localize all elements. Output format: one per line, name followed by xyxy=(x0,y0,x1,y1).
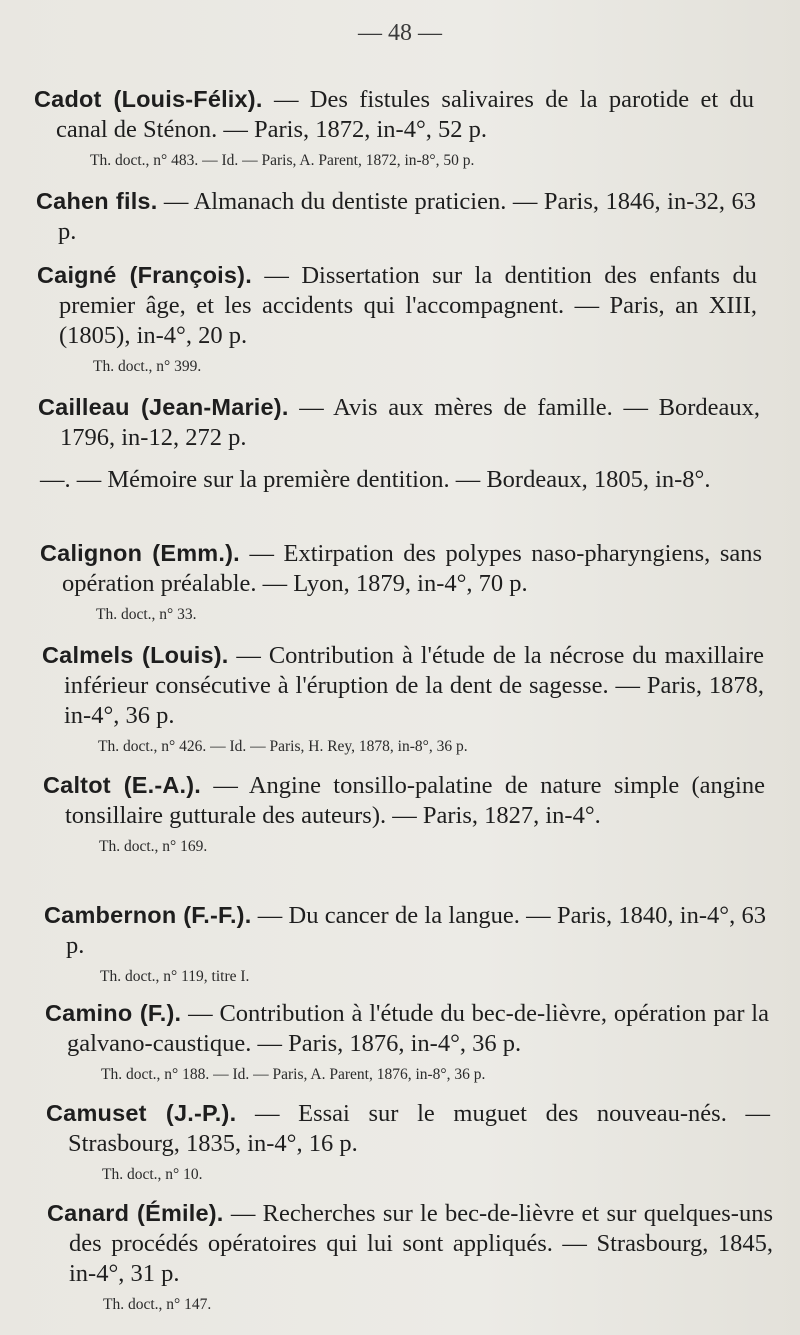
entry-author: Caltot (E.-A.). xyxy=(43,772,202,798)
bibliography-entry xyxy=(38,392,760,453)
bibliography-entry xyxy=(47,1198,773,1315)
entry-author: Caigné (François). xyxy=(37,262,252,288)
entry-author: Cahen fils. xyxy=(36,188,158,214)
bibliography-entry xyxy=(40,464,760,495)
entry-author: Calignon (Emm.). xyxy=(40,540,240,566)
entry-text: — Almanach du dentiste praticien. — Paris, 1846, in-32, 63 p. xyxy=(58,188,756,245)
entry-text: — Des fistules salivaires de la parotide et du canal de Sténon. — Paris, 1872, in-4°, 52 p. xyxy=(56,86,755,143)
entry-note: Th. doct., n° 188. — Id. — Paris, A. Parent, 1876, in-8°, 36 p. xyxy=(101,1066,486,1083)
bibliography-entry xyxy=(44,900,766,987)
entry-note: Th. doct., n° 483. — Id. — Paris, A. Parent, 1872, in-8°, 50 p. xyxy=(90,152,475,169)
entry-note: Th. doct., n° 10. xyxy=(102,1166,203,1183)
entry-text: — Contribution à l'étude de la nécrose du maxillaire inférieur consécutive à l'éruption de la dent de sagesse. — Paris, 1878, in-4°, 36 p. xyxy=(64,642,764,729)
entry-text: — Contribution à l'étude du bec-de-lièvre, opération par la galvano-caustique. — Paris, 1876, in-4°, 36 p. xyxy=(67,1000,769,1057)
entry-author: Canard (Émile). xyxy=(47,1200,224,1226)
entry-author: Camino (F.). xyxy=(45,1000,182,1026)
entry-note: Th. doct., n° 399. xyxy=(93,358,202,375)
entry-text: — Extirpation des polypes naso-pharyngiens, sans opération préalable. — Lyon, 1879, in-4°, 70 p. xyxy=(62,540,763,597)
entry-text: — Angine tonsillo-palatine de nature simple (angine tonsillaire gutturale des auteurs). — Paris, 1827, in-4°. xyxy=(65,772,765,829)
entry-note: Th. doct., n° 169. xyxy=(99,838,208,855)
entry-text: —. — Mémoire sur la première dentition. — Bordeaux, 1805, in-8°. xyxy=(40,466,711,493)
bibliography-entry xyxy=(43,770,765,857)
entry-note: Th. doct., n° 147. xyxy=(103,1296,212,1313)
bibliography-entry xyxy=(46,1098,770,1185)
entry-text: — Dissertation sur la dentition des enfants du premier âge, et les accidents qui l'accompagnent. — Paris, an XIII, (1805), in-4°, 20 p. xyxy=(59,262,758,349)
bibliography-entry xyxy=(40,538,762,625)
entry-author: Cambernon (F.-F.). xyxy=(44,902,252,928)
entry-text: — Avis aux mères de famille. — Bordeaux, 1796, in-12, 272 p. xyxy=(60,394,761,451)
entry-author: Cailleau (Jean-Marie). xyxy=(38,394,289,420)
entry-author: Camuset (J.-P.). xyxy=(46,1100,237,1126)
entry-text: — Essai sur le muguet des nouveau-nés. — Strasbourg, 1835, in-4°, 16 p. xyxy=(68,1100,770,1157)
entry-author: Cadot (Louis-Félix). xyxy=(34,86,263,112)
page-number: — 48 — xyxy=(358,20,442,46)
entry-text: — Recherches sur le bec-de-lièvre et sur quelques-uns des procédés opératoires qui lui sont appliqués. — Strasbourg, 1845, in-4°, 31 p. xyxy=(69,1200,774,1287)
entry-note: Th. doct., n° 33. xyxy=(96,606,197,623)
bibliography-entry xyxy=(36,186,756,247)
bibliography-entry xyxy=(34,84,754,171)
entry-text: — Du cancer de la langue. — Paris, 1840, in-4°, 63 p. xyxy=(66,902,766,959)
entry-note: Th. doct., n° 119, titre I. xyxy=(100,968,250,985)
bibliography-entry xyxy=(37,260,757,377)
bibliography-entry xyxy=(42,640,764,757)
bibliography-entry xyxy=(45,998,769,1085)
entry-note: Th. doct., n° 426. — Id. — Paris, H. Rey, 1878, in-8°, 36 p. xyxy=(98,738,468,755)
entry-author: Calmels (Louis). xyxy=(42,642,229,668)
